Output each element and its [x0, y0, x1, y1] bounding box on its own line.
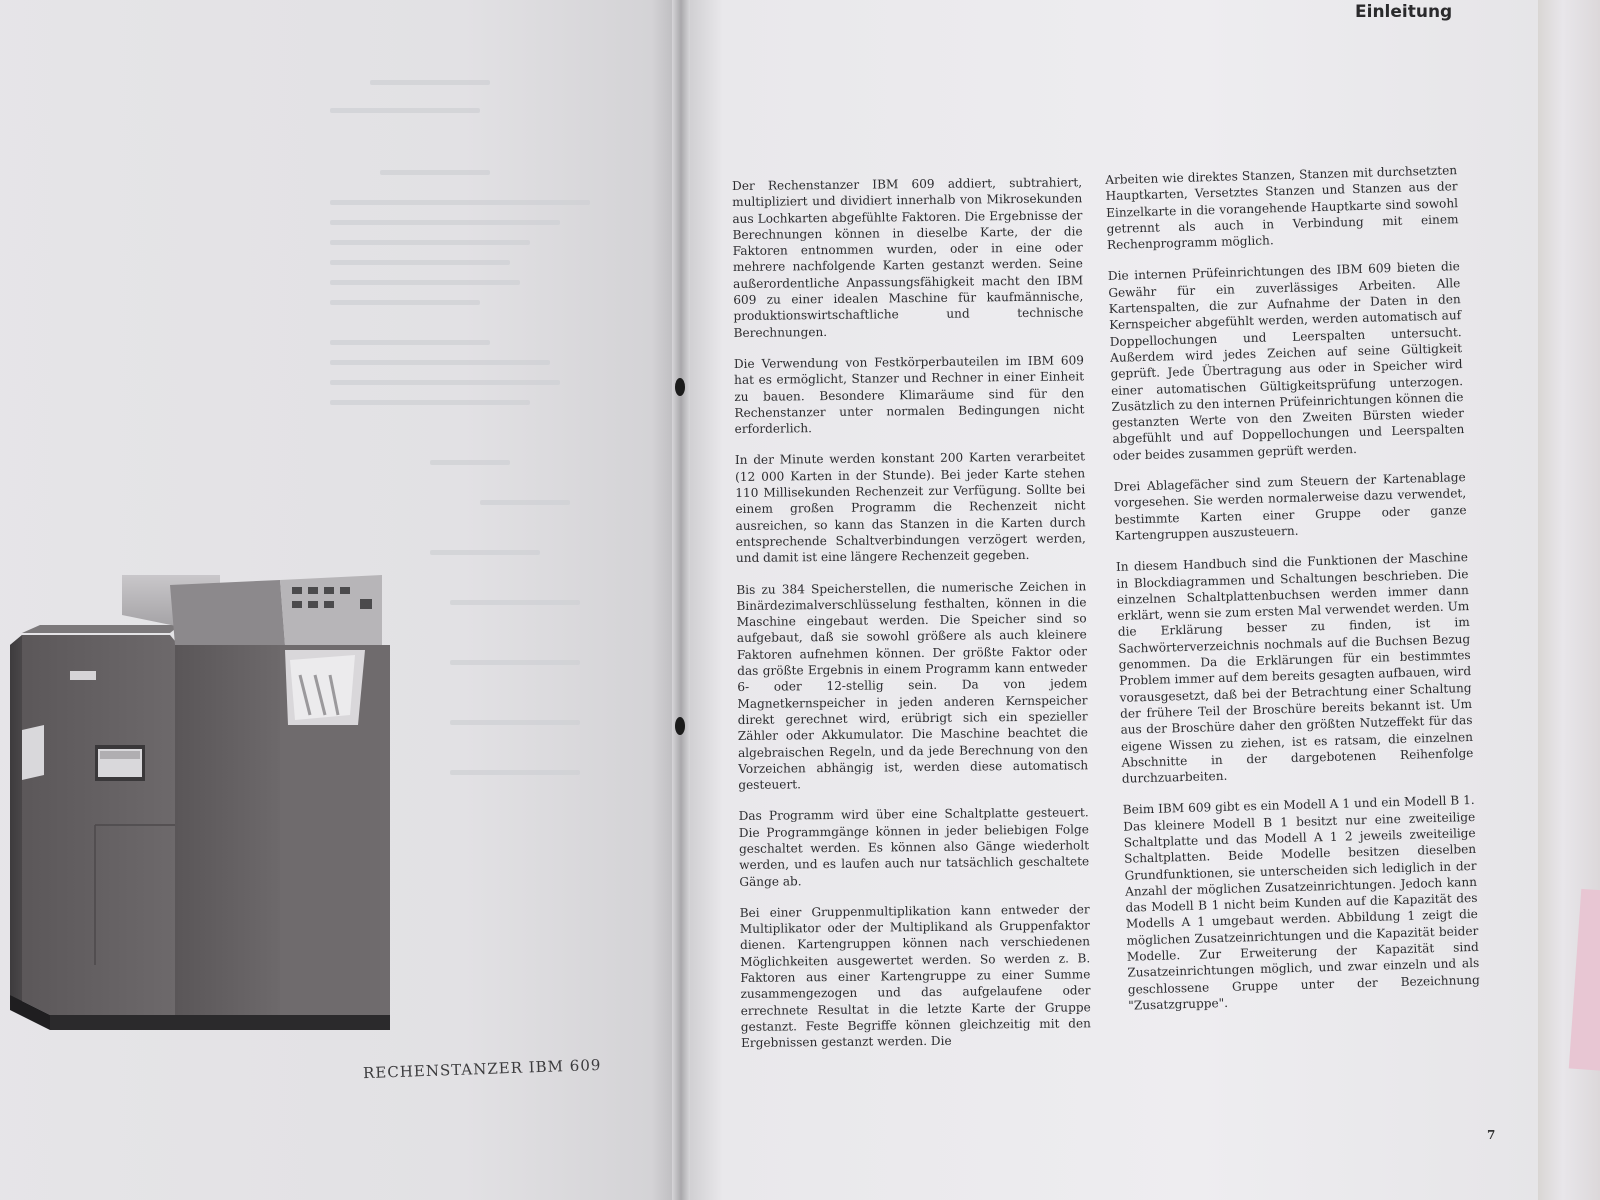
text-column-2: [1105, 162, 1481, 1029]
paragraph: Beim IBM 609 gibt es ein Modell A 1 und ein Modell B 1. Das kleinere Modell B 1 besitzt nur eine zweiteilige Schaltplatte und das Modell A 1 2 jeweils zweiteilige Schaltplatten. Beide Modelle besitzen dieselben Grundfunktionen, sie unterscheiden sich lediglich in der Anzahl der möglichen Zusatzeinrichtungen. Jedoch kann das Modell B 1 nicht beim Kunden auf die Kapazität des Modells A 1 umgebaut werden. Abbildung 1 zeigt die möglichen Zusatzeinrichtungen und die Kapazität beider Modelle. Zur Erweiterung der Kapazität sind Zusatzeinrichtungen möglich, und zwar einzeln und als geschlossene Gruppe unter der Bezeichnung "Zusatzgruppe".: [1122, 793, 1480, 1013]
paragraph: Das Programm wird über eine Schaltplatte gesteuert. Die Programmgänge können in jeder beliebigen Folge geschaltet werden. Es können also Gänge wiederholt werden, und es laufen auch nur tatsächlich geschaltete Gänge ab.: [738, 805, 1090, 889]
binding-hole: [675, 378, 685, 396]
binding-hole: [675, 717, 685, 735]
paragraph: Arbeiten wie direktes Stanzen, Stanzen mit durchsetzten Hauptkarten, Versetztes Stanzen und Stanzen aus der Einzelkarte in die vorangehende Hauptkarte sind sowohl getrennt als auch in Verbindung mit einem Rechenprogramm möglich.: [1105, 163, 1459, 253]
paragraph: In der Minute werden konstant 200 Karten verarbeitet (12 000 Karten in der Stunde). Bei jeder Karte stehen 110 Millisekunden Rechenzeit zur Verfügung. Sollte bei einem großen Programm die Rechenzeit nicht ausreichen, so kann das Stanzen in die Karten durch entsprechende Schaltverbindungen verzögert werden, und damit ist eine längere Rechenzeit gegeben.: [734, 449, 1086, 566]
book-gutter: [672, 0, 690, 1200]
paragraph: Der Rechenstanzer IBM 609 addiert, subtrahiert, multipliziert und dividiert innerhalb von Mikrosekunden aus Lochkarten abgefühlte Faktoren. Die Ergebnisse der Berechnungen können in dieselbe Karte, der die Faktoren entnommen wurden, oder in eine oder mehrere nachfolgende Karten gestanzt werden. Seine außerordentliche Anpassungsfähigkeit macht den IBM 609 zu einer idealen Maschine für kaufmännische, produktionswirtschaftliche und technische Berechnungen.: [732, 175, 1084, 340]
paragraph: Drei Ablagefächer sind zum Steuern der Kartenablage vorgesehen. Sie werden normalerweise dazu verwendet, bestimmte Karten einer Gruppe oder ganze Kartengruppen auszusteuern.: [1113, 470, 1467, 543]
figure-caption: RECHENSTANZER IBM 609: [362, 1055, 602, 1083]
page-number: 7: [1487, 1128, 1496, 1142]
paragraph: Bis zu 384 Speicherstellen, die numerische Zeichen in Binärdezimalverschlüsselung festhalten, können in die Maschine eingebaut werden. Die Speicher sind so aufgebaut, daß sie sowohl größere als auch kleinere Faktoren aufnehmen können. Der größte Faktor oder das größte Ergebnis in einem Programm kann entweder 6- oder 12-stellig sein. Da von jedem Magnetkernspeicher in jeden anderen Kernspeicher direkt gerechnet wird, erübrigt sich ein spezieller Zähler oder Akkumulator. Die Maschine beachtet die algebraischen Regeln, und da jede Berechnung von den Vorzeichen abhängig ist, werden diese automatisch gesteuert.: [736, 578, 1089, 793]
section-header: Einleitung: [1355, 2, 1453, 22]
ibm-609-photo: [10, 575, 400, 1045]
paragraph: Die internen Prüfeinrichtungen des IBM 609 bieten die Gewähr für ein zuverlässiges Arbeiten. Alle Kartenspalten, die zur Aufnahme der Daten in den Kernspeicher abgefühlt werden, werden automatisch auf Doppellochungen und Leerspalten untersucht. Außerdem wird jedes Zeichen auf seine Gültigkeit geprüft. Jede Übertragung aus oder in Speicher wird einer automatischen Gültigkeitsprüfung unterzogen. Zusätzlich zu den internen Prüfeinrichtungen können die gestanzten Werte von den Zweiten Bürsten wieder abgefühlt und auf Doppellochungen und Leerspalten oder beides zusammen geprüft werden.: [1107, 259, 1465, 463]
text-column-1: [732, 174, 1091, 1066]
paragraph: Bei einer Gruppenmultiplikation kann entweder der Multiplikator oder der Multiplikand als Gruppenfaktor dienen. Kartengruppen können nach verschiedenen Möglichkeiten ausgewertet werden. So werden z. B. Faktoren aus einer Kartengruppe zu einer Summe zusammengezogen und das aufgelaufene oder errechnete Resultat in die letzte Karte der Gruppe gestanzt. Feste Begriffe können gleichzeitig mit den Ergebnissen gestanzt werden. Die: [739, 902, 1091, 1051]
paragraph: In diesem Handbuch sind die Funktionen der Maschine in Blockdiagrammen und Schaltungen beschrieben. Die einzelnen Schaltplattenbuchsen werden immer dann erklärt, wenn sie zum ersten Mal verwendet werden. Um die Erklärung besser zu finden, ist im Sachwörterverzeichnis nochmals auf die Buchsen Bezug genommen. Da die Erklärungen für ein bestimmtes Problem immer auf dem bereits gesagten aufbauen, wird vorausgesetzt, daß bei der Betrachtung einer Schaltung der frühere Teil der Broschüre bereits bekannt ist. Um aus der Broschüre daher den größten Nutzeffekt für das eigene Wissen zu ziehen, ist es ratsam, die einzelnen Abschnitte in der dargebotenen Reihenfolge durchzuarbeiten.: [1115, 550, 1474, 786]
paragraph: Die Verwendung von Festkörperbauteilen im IBM 609 hat es ermöglicht, Stanzer und Rechner in einer Einheit zu bauen. Besondere Klimaräume sind für den Rechenstanzer unter normalen Bedingungen nicht erforderlich.: [733, 353, 1085, 437]
